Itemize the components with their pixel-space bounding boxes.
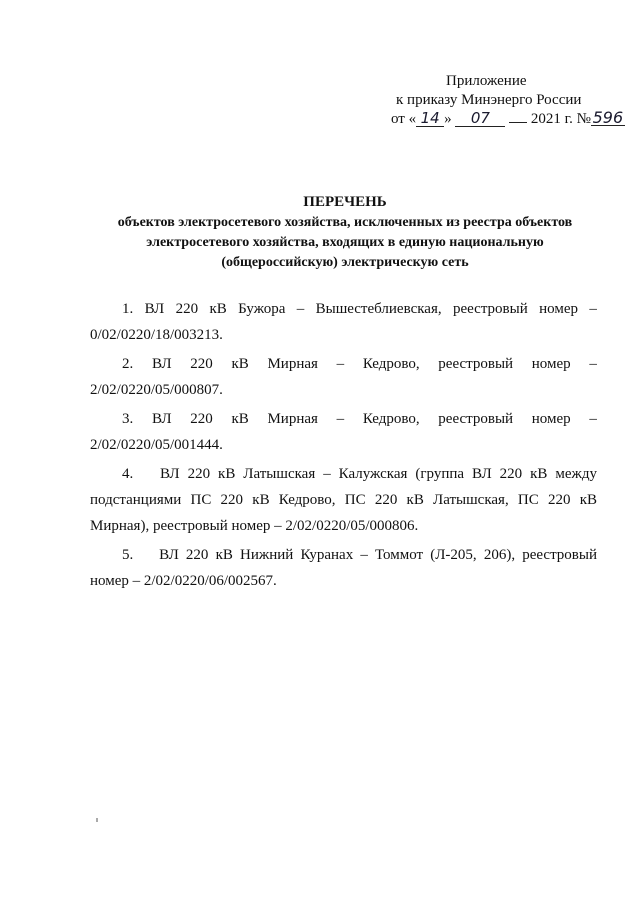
handwritten-month: 07 <box>455 111 505 127</box>
date-prefix: от <box>391 111 405 127</box>
appendix-order-ref: к приказу Минэнерго России <box>396 92 582 108</box>
list-item-first-line: 5. ВЛ 220 кВ Нижний Куранах – Томмот (Л-205, 206), реестровый <box>92 542 597 568</box>
year-text: 2021 г. № <box>530 111 591 127</box>
handwritten-day: 14 <box>416 111 444 127</box>
appendix-date-line: от « 14 » 07 2021 г. № 596 <box>391 108 624 127</box>
list-item-registry-number: 0/02/0220/18/003213. <box>90 327 223 343</box>
list-item-first-line: 2. ВЛ 220 кВ Мирная – Кедрово, реестровый номер – <box>92 351 597 377</box>
list-item-registry-number: Мирная), реестровый номер – 2/02/0220/05/000806. <box>90 518 419 534</box>
objects-list <box>92 296 597 594</box>
list-item-first-line: 4. ВЛ 220 кВ Латышская – Калужская (группа ВЛ 220 кВ между <box>92 461 597 487</box>
list-item <box>92 406 597 458</box>
list-item-registry-number: номер – 2/02/0220/06/002567. <box>90 573 277 589</box>
list-item <box>92 351 597 403</box>
appendix-label: Приложение <box>446 73 527 89</box>
list-item-first-line: 3. ВЛ 220 кВ Мирная – Кедрово, реестровый номер – <box>92 406 597 432</box>
subtitle-line: объектов электросетевого хозяйства, исключенных из реестра объектов <box>117 215 573 230</box>
list-item-registry-number: 2/02/0220/05/001444. <box>90 437 223 453</box>
document-title-block <box>60 192 630 273</box>
subtitle-line: электросетевого хозяйства, входящих в единую национальную <box>146 235 544 250</box>
subtitle-line: (общероссийскую) электрическую сеть <box>221 255 469 270</box>
list-item <box>92 461 597 539</box>
list-item-number: 1. <box>122 301 134 317</box>
list-item-first-line: 1. ВЛ 220 кВ Бужора – Вышестеблиевская, реестровый номер – <box>92 296 597 322</box>
list-item-registry-number: 2/02/0220/05/000807. <box>90 382 223 398</box>
list-item <box>92 296 597 348</box>
scan-speck <box>96 818 98 822</box>
appendix-header <box>380 72 624 129</box>
list-item-number: 4. <box>122 466 134 482</box>
list-item-text-line: подстанциями ПС 220 кВ Кедрово, ПС 220 кВ Латышская, ПС 220 кВ <box>90 492 597 508</box>
list-item-number: 5. <box>122 547 134 563</box>
document-title: ПЕРЕЧЕНЬ <box>303 194 387 210</box>
date-blank-line <box>509 110 527 123</box>
handwritten-order-number: 596 <box>592 108 624 127</box>
document-subtitle <box>60 213 630 273</box>
list-item <box>92 542 597 594</box>
list-item-number: 3. <box>122 411 134 427</box>
list-item-number: 2. <box>122 356 134 372</box>
